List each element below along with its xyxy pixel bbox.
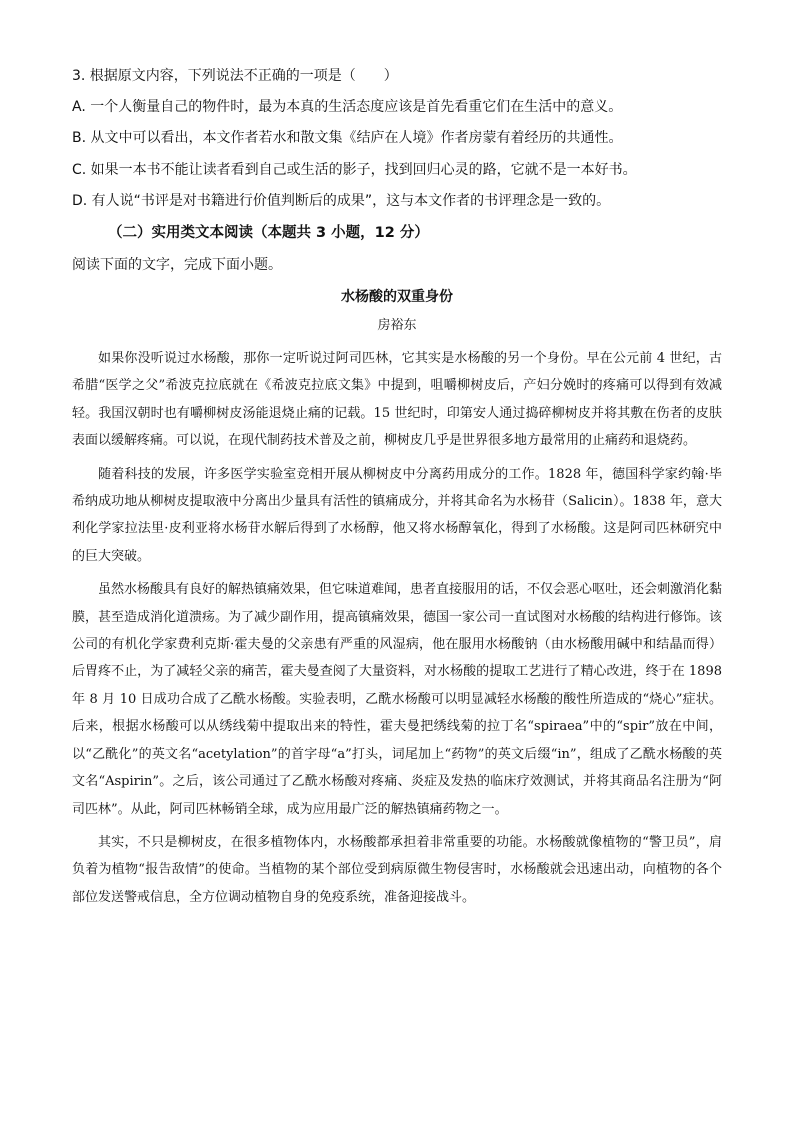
option-b: B. 从文中可以看出，本文作者若水和散文集《结庐在人境》作者房蒙有着经历的共通性。	[72, 130, 623, 146]
question-3-stem: 3. 根据原文内容，下列说法不正确的一项是（ ）	[72, 68, 398, 84]
section-heading: （二）实用类文本阅读（本题共 3 小题，12 分）	[108, 225, 429, 241]
section-instruction: 阅读下面的文字，完成下面小题。	[72, 257, 282, 273]
article-title: 水杨酸的双重身份	[341, 289, 453, 305]
option-d: D. 有人说“书评是对书籍进行价值判断后的成果”，这与本文作者的书评理念是一致的。	[72, 193, 611, 209]
option-a: A. 一个人衡量自己的物件时，最为本真的生活态度应该是首先看重它们在生活中的意义。	[72, 99, 623, 115]
article-paragraph-4: 其实，不只是柳树皮，在很多植物体内，水杨酸都承担着非常重要的功能。水杨酸就像植物的“警卫员”，肩负着为植物“报告敌情”的使命。当植物的某个部位受到病原微生物侵害时，水杨酸就会迅速出动，向植物的各个部位发送警戒信息，全方位调动植物自身的免疫系统，准备迎接战斗。	[72, 834, 722, 905]
article-author: 房裕东	[377, 318, 417, 333]
article-paragraph-1: 如果你没听说过水杨酸，那你一定听说过阿司匹林，它其实是水杨酸的另一个身份。早在公元前 4 世纪，古希腊“医学之父”希波克拉底就在《希波克拉底文集》中提到，咀嚼柳树皮后，产妇分娩时的疼痛可以得到有效减轻。我国汉朝时也有嚼柳树皮汤能退烧止痛的记载。15 世纪时，印第安人通过捣碎柳树皮并将其敷在伤者的皮肤表面以缓解疼痛。可以说，在现代制药技术普及之前，柳树皮几乎是世界很多地方最常用的止痛药和退烧药。	[72, 351, 722, 449]
option-c: C. 如果一本书不能让读者看到自己或生活的影子，找到回归心灵的路，它就不是一本好书。	[72, 162, 637, 178]
article-paragraph-2: 随着科技的发展，许多医学实验室竞相开展从柳树皮中分离药用成分的工作。1828 年，德国科学家约翰·毕希纳成功地从柳树皮提取液中分离出少量具有活性的镇痛成分，并将其命名为水杨苷（Salicin）。1838 年，意大利化学家拉法里·皮利亚将水杨苷水解后得到了水杨醇，他又将水杨醇氧化，得到了水杨酸。这是阿司匹林研究中的巨大突破。	[72, 466, 722, 564]
article-paragraph-3: 虽然水杨酸具有良好的解热镇痛效果，但它味道难闻，患者直接服用的话，不仅会恶心呕吐，还会刺激消化黏膜，甚至造成消化道溃疡。为了减少副作用，提高镇痛效果，德国一家公司一直试图对水杨酸的结构进行修饰。该公司的有机化学家费利克斯·霍夫曼的父亲患有严重的风湿病，他在服用水杨酸钠（由水杨酸用碱中和结晶而得）后胃疼不止，为了减轻父亲的痛苦，霍夫曼查阅了大量资料，对水杨酸的提取工艺进行了精心改进，终于在 1898 年 8 月 10 日成功合成了乙酰水杨酸。实验表明，乙酰水杨酸可以明显减轻水杨酸的酸性所造成的“烧心”症状。后来，根据水杨酸可以从绣线菊中提取出来的特性，霍夫曼把绣线菊的拉丁名“spiraea”中的“spir”放在中间，以“乙酰化”的英文名“acetylation”的首字母“a”打头，词尾加上“药物”的英文后缀“in”，组成了乙酰水杨酸的英文名“Aspirin”。之后，该公司通过了乙酰水杨酸对疼痛、炎症及发热的临床疗效测试，并将其商品名注册为“阿司匹林”。从此，阿司匹林畅销全球，成为应用最广泛的解热镇痛药物之一。	[72, 582, 723, 817]
article-body	[72, 345, 722, 917]
